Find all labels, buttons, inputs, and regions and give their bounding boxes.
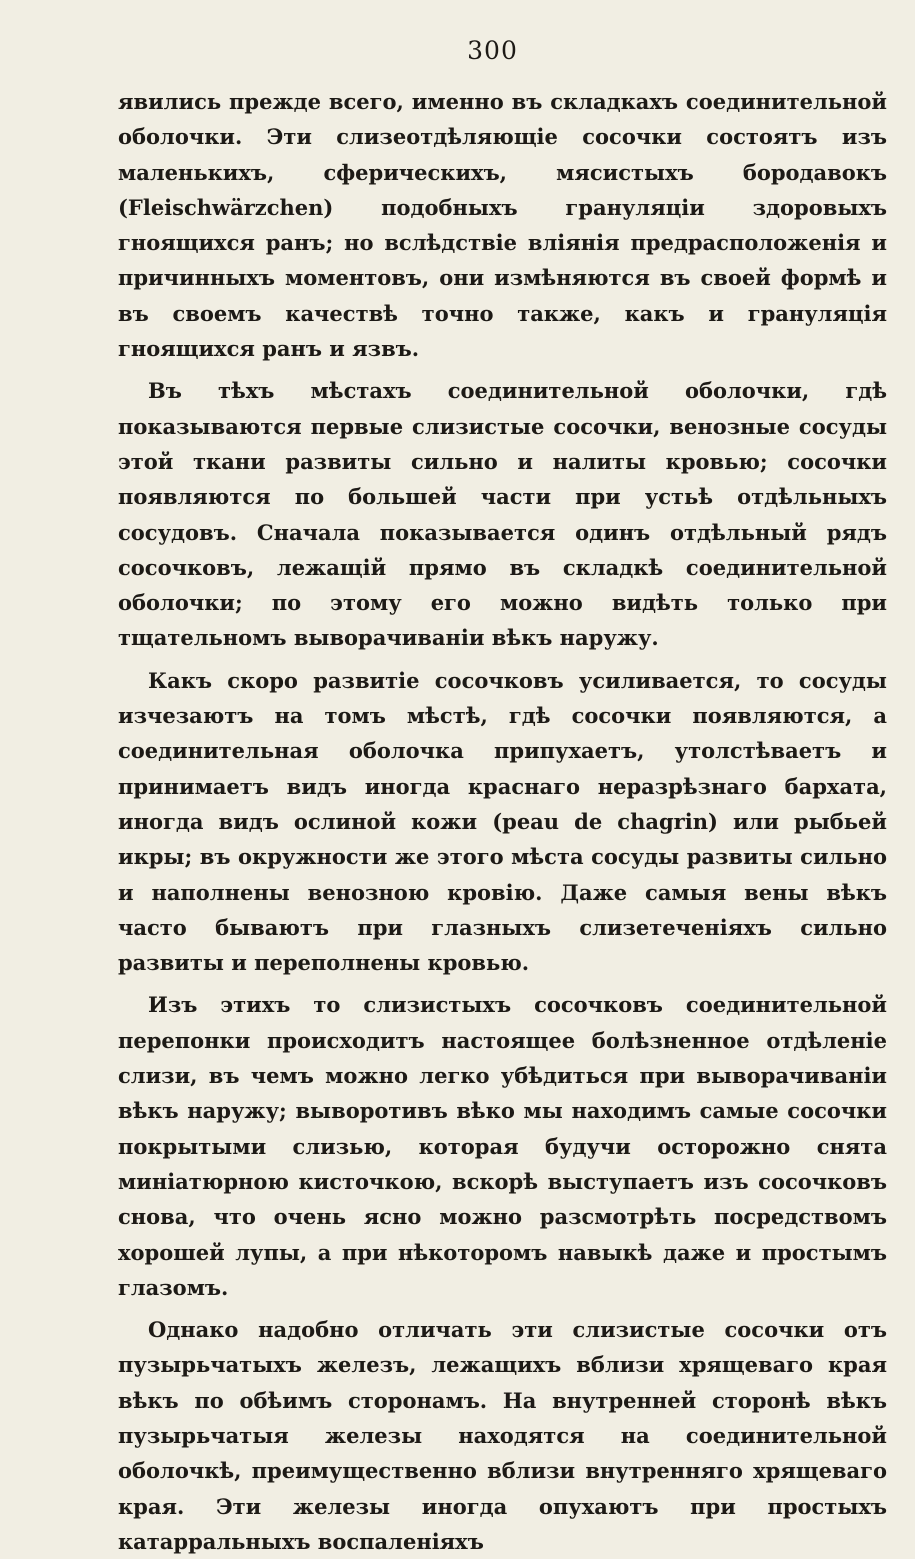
paragraph: Изъ этихъ то слизистыхъ сосочковъ соединительной перепонки происходитъ настоящее болѣзненное отдѣленіе слизи, въ чемъ можно легко убѣдиться при выворачиваніи вѣкъ наружу; выворотивъ вѣко мы находимъ самые сосочки покрытыми слизью, которая будучи осторожно снята миніатюрною кисточкою, вскорѣ выступаетъ изъ сосочковъ снова, что очень ясно можно разсмотрѣть посредствомъ хорошей лупы, а при нѣкоторомъ навыкѣ даже и простымъ глазомъ. [118,992,887,1300]
paragraph: Однако надобно отличать эти слизистые сосочки отъ пузырьчатыхъ железъ, лежащихъ вблизи хрящеваго края вѣкъ по обѣимъ сторонамъ. На внутренней сторонѣ вѣкъ пузырьчатыя железы находятся на соединительной оболочкѣ, преимущественно вблизи внутренняго хрящеваго края. Эти железы иногда опухаютъ при простыхъ катарральныхъ воспаленіяхъ [118,1317,887,1554]
page-body [118,84,887,1559]
paragraph: Какъ скоро развитіе сосочковъ усиливается, то сосуды изчезаютъ на томъ мѣстѣ, гдѣ сосочки появляются, а соединительная оболочка припухаетъ, утолстѣваетъ и принимаетъ видъ иногда краснаго неразрѣзнаго бархата, иногда видъ ослиной кожи (peau de chagrin) или рыбьей икры; въ окружности же этого мѣста сосуды развиты сильно и наполнены венозною кровію. Даже самыя вены вѣкъ часто бываютъ при глазныхъ слизетеченіяхъ сильно развиты и переполнены кровью. [118,667,887,976]
paragraph: явились прежде всего, именно въ складкахъ соединительной оболочки. Эти слизеотдѣляющіе сосочки состоятъ изъ маленькихъ, сферическихъ, мясистыхъ бородавокъ (Fleischwärzchen) подобныхъ грануляціи здоровыхъ гноящихся ранъ; но вслѣдствіе вліянія предрасположенія и причинныхъ моментовъ, они измѣняются въ своей формѣ и въ своемъ качествѣ точно также, какъ и грануляція гноящихся ранъ и язвъ. [118,89,887,362]
paragraph: Въ тѣхъ мѣстахъ соединительной оболочки, гдѣ показываются первые слизистые сосочки, венозные сосуды этой ткани развиты сильно и налиты кровью; сосочки появляются по большей части при устьѣ отдѣльныхъ сосудовъ. Сначала показывается одинъ отдѣльный рядъ сосочковъ, лежащій прямо въ складкѣ соединительной оболочки; по этому его можно видѣть только при тщательномъ выворачиваніи вѣкъ наружу. [118,378,887,651]
page-number: 300 [467,36,518,65]
